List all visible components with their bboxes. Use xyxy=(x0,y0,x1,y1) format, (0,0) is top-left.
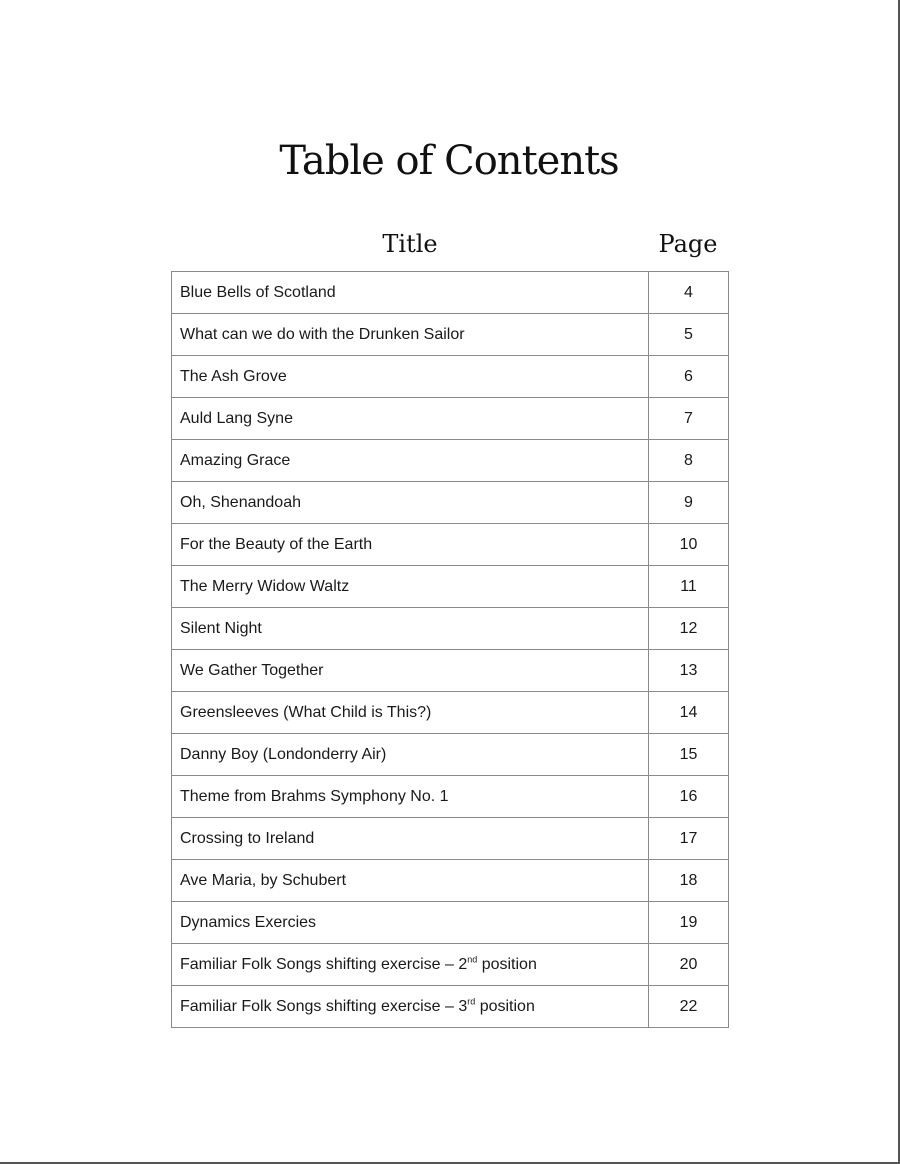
entry-title: Danny Boy (Londonderry Air) xyxy=(172,734,649,776)
entry-page: 18 xyxy=(649,860,729,902)
entry-page: 9 xyxy=(649,482,729,524)
table-row xyxy=(172,860,729,902)
entry-title: Oh, Shenandoah xyxy=(172,482,649,524)
entry-title: For the Beauty of the Earth xyxy=(172,524,649,566)
table-row xyxy=(172,482,729,524)
table-row xyxy=(172,398,729,440)
title-column-header: Title xyxy=(382,230,438,258)
page-column-header: Page xyxy=(658,230,718,258)
entry-page: 15 xyxy=(649,734,729,776)
entry-title xyxy=(172,986,649,1028)
entry-page: 7 xyxy=(649,398,729,440)
table-row xyxy=(172,902,729,944)
entry-page: 14 xyxy=(649,692,729,734)
table-row xyxy=(172,356,729,398)
table-row xyxy=(172,566,729,608)
entry-title: The Merry Widow Waltz xyxy=(172,566,649,608)
table-row xyxy=(172,944,729,986)
toc-table xyxy=(171,271,729,1028)
entry-page: 17 xyxy=(649,818,729,860)
table-row xyxy=(172,608,729,650)
entry-title: Amazing Grace xyxy=(172,440,649,482)
entry-title: What can we do with the Drunken Sailor xyxy=(172,314,649,356)
entry-title xyxy=(172,944,649,986)
table-row xyxy=(172,986,729,1028)
entry-title: The Ash Grove xyxy=(172,356,649,398)
entry-title: Crossing to Ireland xyxy=(172,818,649,860)
entry-page: 16 xyxy=(649,776,729,818)
entry-title: Auld Lang Syne xyxy=(172,398,649,440)
entry-page: 22 xyxy=(649,986,729,1028)
entry-page: 12 xyxy=(649,608,729,650)
ordinal-suffix: rd xyxy=(467,996,476,1007)
entry-page: 5 xyxy=(649,314,729,356)
table-row xyxy=(172,272,729,314)
table-row xyxy=(172,524,729,566)
entry-title: Silent Night xyxy=(172,608,649,650)
entry-title-text: Familiar Folk Songs shifting exercise – 2 xyxy=(180,955,468,973)
entry-page: 11 xyxy=(649,566,729,608)
table-row xyxy=(172,818,729,860)
entry-title: Blue Bells of Scotland xyxy=(172,272,649,314)
table-row xyxy=(172,692,729,734)
entry-title: Dynamics Exercies xyxy=(172,902,649,944)
ordinal-suffix: nd xyxy=(467,954,478,965)
table-row xyxy=(172,314,729,356)
entry-page: 8 xyxy=(649,440,729,482)
entry-title-text: Familiar Folk Songs shifting exercise – 3 xyxy=(180,997,468,1015)
entry-title: Ave Maria, by Schubert xyxy=(172,860,649,902)
entry-page: 20 xyxy=(649,944,729,986)
entry-page: 10 xyxy=(649,524,729,566)
entry-title: We Gather Together xyxy=(172,650,649,692)
entry-title-text: position xyxy=(477,955,537,973)
table-row xyxy=(172,776,729,818)
entry-page: 13 xyxy=(649,650,729,692)
entry-title: Greensleeves (What Child is This?) xyxy=(172,692,649,734)
page-title: Table of Contents xyxy=(279,138,619,184)
entry-page: 4 xyxy=(649,272,729,314)
entry-title: Theme from Brahms Symphony No. 1 xyxy=(172,776,649,818)
entry-title-text: position xyxy=(475,997,535,1015)
entry-page: 19 xyxy=(649,902,729,944)
entry-page: 6 xyxy=(649,356,729,398)
table-row xyxy=(172,650,729,692)
table-row xyxy=(172,440,729,482)
table-row xyxy=(172,734,729,776)
